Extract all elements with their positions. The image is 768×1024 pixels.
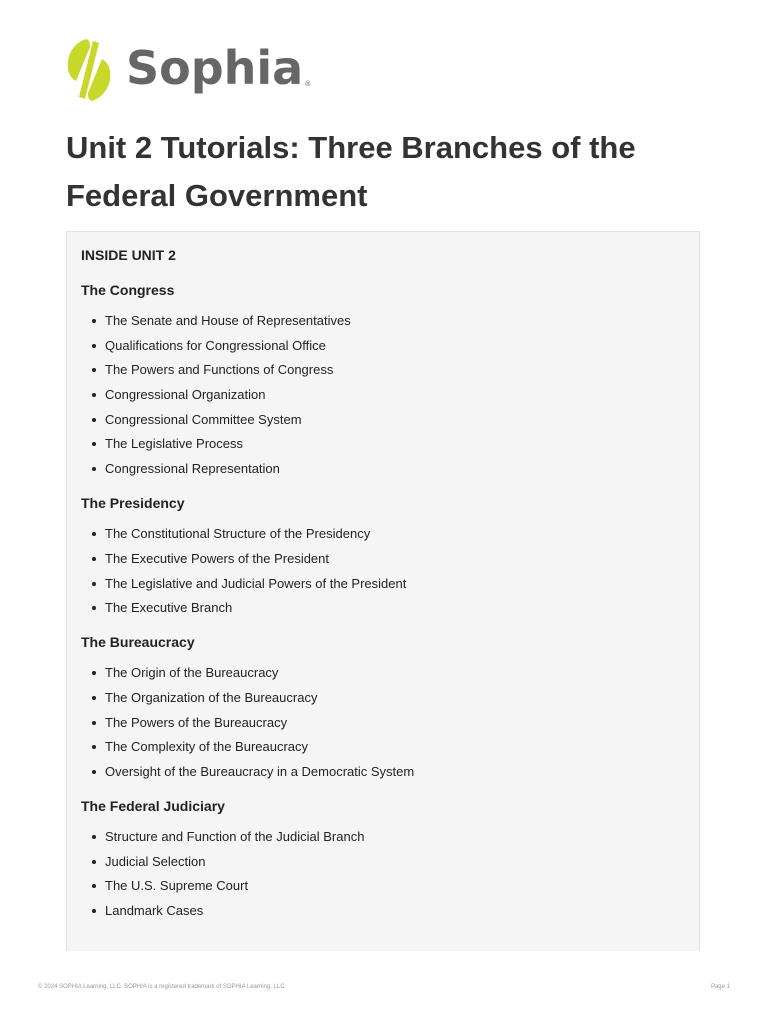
tutorial-list-item: Congressional Committee System — [91, 412, 685, 428]
tutorial-list-item: Congressional Organization — [91, 387, 685, 403]
tutorial-list-item: The Complexity of the Bureaucracy — [91, 739, 685, 755]
tutorial-list — [81, 829, 685, 919]
section-title: The Bureaucracy — [81, 634, 195, 651]
tutorial-list-item: The Legislative Process — [91, 436, 685, 452]
tutorial-list-item: The Constitutional Structure of the Presidency — [91, 526, 685, 542]
page-title: Unit 2 Tutorials: Three Branches of the Federal Government — [66, 130, 636, 213]
tutorial-list-item: Structure and Function of the Judicial Branch — [91, 829, 685, 845]
tutorial-list-item: The Powers of the Bureaucracy — [91, 715, 685, 731]
registered-mark: ® — [304, 80, 312, 88]
tutorial-list-item: The Executive Powers of the President — [91, 551, 685, 567]
toc-section — [81, 494, 685, 616]
footer-page-number: Page 1 — [710, 984, 730, 990]
tutorial-list-item: The Origin of the Bureaucracy — [91, 665, 685, 681]
tutorial-list-item: The Legislative and Judicial Powers of the President — [91, 576, 685, 592]
tutorial-list-item: The Organization of the Bureaucracy — [91, 690, 685, 706]
section-title: The Federal Judiciary — [81, 797, 225, 814]
footer-copyright: © 2024 SOPHIA Learning, LLC. SOPHIA is a registered trademark of SOPHIA Learning, LLC. — [38, 984, 287, 990]
unit-contents-panel — [66, 231, 700, 951]
tutorial-list — [81, 313, 685, 477]
toc-heading: INSIDE UNIT 2 — [81, 247, 176, 263]
section-title: The Presidency — [81, 495, 185, 512]
tutorial-list-item: The U.S. Supreme Court — [91, 878, 685, 894]
sophia-logo — [66, 36, 311, 104]
tutorial-list — [81, 526, 685, 616]
tutorial-list-item: The Executive Branch — [91, 600, 685, 616]
logo-wordmark: Sophia — [126, 41, 304, 95]
toc-section — [81, 797, 685, 919]
tutorial-list-item: Oversight of the Bureaucracy in a Democratic System — [91, 764, 685, 780]
toc-section — [81, 281, 685, 477]
section-title: The Congress — [81, 282, 175, 298]
tutorial-list-item: Landmark Cases — [91, 903, 685, 919]
tutorial-list-item: Qualifications for Congressional Office — [91, 338, 685, 354]
sophia-leaf-logo-icon — [66, 37, 112, 103]
tutorial-list-item: Judicial Selection — [91, 854, 685, 870]
tutorial-list-item: Congressional Representation — [91, 461, 685, 477]
tutorial-list — [81, 665, 685, 780]
tutorial-list-item: The Powers and Functions of Congress — [91, 362, 685, 378]
tutorial-list-item: The Senate and House of Representatives — [91, 313, 685, 329]
toc-section — [81, 633, 685, 780]
